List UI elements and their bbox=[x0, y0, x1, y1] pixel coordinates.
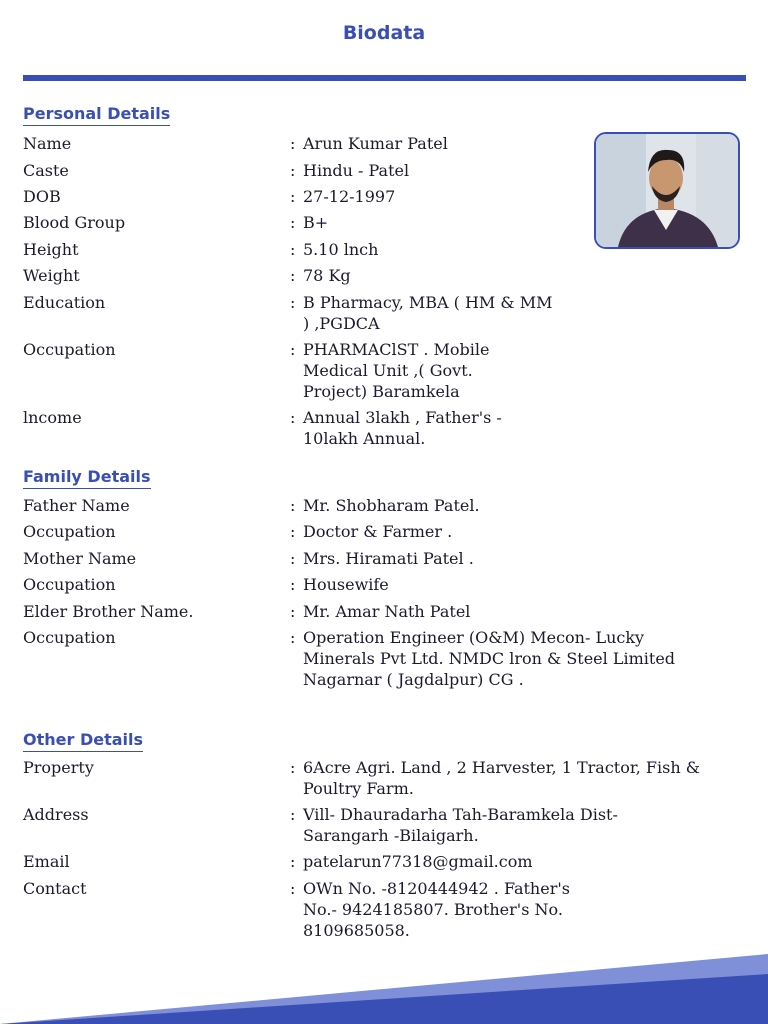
field-value: PHARMAClST . Mobile Medical Unit ,( Govt. Project) Baramkela bbox=[303, 340, 490, 401]
field-colon: : bbox=[290, 758, 296, 777]
field-colon: : bbox=[290, 240, 296, 259]
field-colon: : bbox=[290, 266, 296, 285]
field-label: Blood Group bbox=[23, 213, 126, 232]
field-label: Mother Name bbox=[23, 549, 137, 568]
field-label: Contact bbox=[23, 879, 87, 898]
field-colon: : bbox=[290, 187, 296, 206]
field-colon: : bbox=[290, 805, 296, 824]
field-label: DOB bbox=[23, 187, 61, 206]
field-value: Hindu - Patel bbox=[303, 161, 410, 180]
field-value: B+ bbox=[303, 213, 329, 232]
field-colon: : bbox=[290, 852, 296, 871]
field-colon: : bbox=[290, 549, 296, 568]
field-label: Caste bbox=[23, 161, 69, 180]
field-label: Property bbox=[23, 758, 94, 777]
field-label: Name bbox=[23, 134, 72, 153]
field-value: Operation Engineer (O&M) Mecon- Lucky Minerals Pvt Ltd. NMDC lron & Steel Limited Nagarnar ( Jagdalpur) CG . bbox=[303, 628, 676, 689]
field-colon: : bbox=[290, 213, 296, 232]
field-colon: : bbox=[290, 496, 296, 515]
field-value: 6Acre Agri. Land , 2 Harvester, 1 Tractor, Fish & Poultry Farm. bbox=[303, 758, 700, 798]
field-value: B Pharmacy, MBA ( HM & MM ) ,PGDCA bbox=[303, 293, 553, 333]
field-colon: : bbox=[290, 293, 296, 312]
field-value: 27-12-1997 bbox=[303, 187, 396, 206]
field-value: Doctor & Farmer . bbox=[303, 522, 453, 541]
field-label: lncome bbox=[23, 408, 82, 427]
field-colon: : bbox=[290, 575, 296, 594]
field-label: Father Name bbox=[23, 496, 130, 515]
field-value: Mr. Shobharam Patel. bbox=[303, 496, 480, 515]
field-label: Occupation bbox=[23, 575, 116, 594]
field-value: 78 Kg bbox=[303, 266, 351, 285]
field-colon: : bbox=[290, 340, 296, 359]
field-colon: : bbox=[290, 522, 296, 541]
field-label: Occupation bbox=[23, 628, 116, 647]
section-heading-other: Other Details bbox=[23, 730, 143, 752]
field-value: Mrs. Hiramati Patel . bbox=[303, 549, 474, 568]
field-label: Occupation bbox=[23, 522, 116, 541]
field-value: 5.10 lnch bbox=[303, 240, 379, 259]
field-value: OWn No. -8120444942 . Father's No.- 9424185807. Brother's No. 8109685058. bbox=[303, 879, 570, 940]
field-label: Education bbox=[23, 293, 106, 312]
field-colon: : bbox=[290, 161, 296, 180]
field-value: Housewife bbox=[303, 575, 389, 594]
section-heading-personal: Personal Details bbox=[23, 104, 170, 126]
field-value: Annual 3lakh , Father's - 10lakh Annual. bbox=[303, 408, 502, 448]
field-value: patelarun77318@gmail.com bbox=[303, 852, 533, 871]
header-divider bbox=[23, 75, 746, 81]
field-colon: : bbox=[290, 134, 296, 153]
field-colon: : bbox=[290, 628, 296, 647]
field-label: Occupation bbox=[23, 340, 116, 359]
field-colon: : bbox=[290, 602, 296, 621]
field-label: Email bbox=[23, 852, 70, 871]
field-value: Arun Kumar Patel bbox=[303, 134, 448, 153]
field-label: Height bbox=[23, 240, 79, 259]
field-value: Vill- Dhauradarha Tah-Baramkela Dist-Sarangarh -Bilaigarh. bbox=[303, 805, 618, 845]
field-label: Address bbox=[23, 805, 89, 824]
field-label: Elder Brother Name. bbox=[23, 602, 194, 621]
page-title: Biodata bbox=[342, 22, 426, 44]
field-label: Weight bbox=[23, 266, 80, 285]
footer-wave-decoration bbox=[0, 954, 768, 1024]
field-value: Mr. Amar Nath Patel bbox=[303, 602, 471, 621]
field-colon: : bbox=[290, 408, 296, 427]
field-colon: : bbox=[290, 879, 296, 898]
section-heading-family: Family Details bbox=[23, 467, 151, 489]
